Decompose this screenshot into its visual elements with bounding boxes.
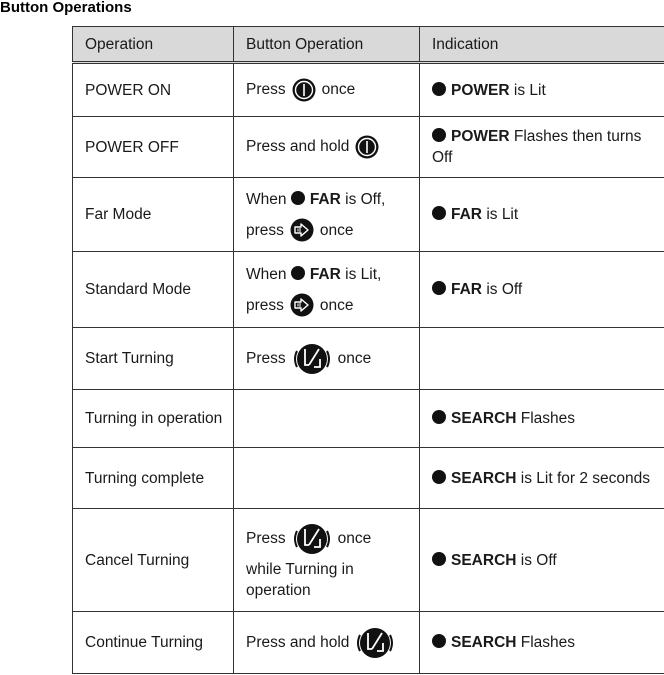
button-operation-cell	[234, 390, 420, 448]
table-row	[73, 328, 664, 390]
indicator-lamp-icon	[432, 281, 446, 295]
instruction-text: Press	[246, 530, 286, 548]
operation-cell: Turning in operation	[73, 390, 234, 448]
indicator-state: is Off	[486, 281, 523, 298]
indication-cell	[420, 448, 664, 509]
indication-cell	[420, 252, 664, 328]
table-row	[73, 612, 664, 674]
button-operation-cell	[234, 117, 420, 178]
button-operation-cell	[234, 328, 420, 390]
table-row	[73, 509, 664, 612]
indicator-state: is Lit	[513, 81, 546, 99]
power-button-icon	[292, 78, 316, 102]
indicator-lamp-icon	[432, 470, 446, 484]
instruction-text: is Off,	[345, 190, 386, 208]
turn-button-icon	[355, 623, 395, 663]
button-operation-cell	[234, 612, 420, 674]
operation-cell: Start Turning	[73, 328, 234, 390]
operation-cell: Turning complete	[73, 448, 234, 509]
button-operation-cell	[234, 63, 420, 117]
indicator-state: Flashes then turns Off	[432, 128, 642, 166]
indication-cell	[420, 328, 664, 390]
indicator-lamp-icon	[291, 266, 305, 280]
indicator-lamp-icon	[432, 552, 446, 566]
indicator-lamp-icon	[432, 206, 446, 220]
indicator-state: is Off	[520, 551, 557, 569]
page-title: Button Operations	[0, 0, 132, 16]
header-operation: Operation	[73, 27, 234, 63]
indicator-state: Flashes	[520, 634, 576, 651]
table-row	[73, 252, 664, 328]
instruction-text: When	[246, 190, 287, 208]
indicator-label: FAR	[451, 281, 482, 298]
indication-cell	[420, 390, 664, 448]
indicator-state: Flashes	[520, 410, 576, 427]
indication-cell	[420, 509, 664, 612]
indicator-label: FAR	[309, 190, 341, 208]
indicator-lamp-icon	[291, 191, 305, 205]
instruction-text: Press	[246, 81, 286, 99]
indicator-state: is Lit	[486, 206, 519, 223]
turn-button-icon	[292, 519, 332, 559]
instruction-text: press	[246, 221, 284, 239]
indicator-lamp-icon	[432, 82, 446, 96]
operation-cell: POWER ON	[73, 63, 234, 117]
instruction-note: while Turning in operation	[246, 561, 354, 599]
instruction-text: When	[246, 265, 287, 283]
instruction-text: Press and hold	[246, 138, 350, 156]
operation-cell: POWER OFF	[73, 117, 234, 178]
button-operation-cell	[234, 448, 420, 509]
instruction-text: once	[337, 530, 372, 548]
indication-cell	[420, 612, 664, 674]
indicator-label: SEARCH	[451, 551, 517, 569]
table-row	[73, 390, 664, 448]
operation-cell: Standard Mode	[73, 252, 234, 328]
instruction-text: press	[246, 296, 284, 314]
table-row	[73, 178, 664, 252]
far-button-icon	[290, 218, 314, 242]
instruction-text: once	[319, 221, 354, 239]
far-button-icon	[290, 293, 314, 317]
indicator-lamp-icon	[432, 410, 446, 424]
button-operation-cell	[234, 509, 420, 612]
table-header-row	[73, 27, 664, 63]
indicator-label: POWER	[451, 128, 510, 145]
indication-cell	[420, 117, 664, 178]
instruction-text: once	[321, 81, 356, 99]
power-button-icon	[355, 135, 379, 159]
indication-cell	[420, 63, 664, 117]
table-row	[73, 448, 664, 509]
indicator-label: SEARCH	[451, 469, 517, 487]
instruction-text: once	[319, 296, 354, 314]
table-row	[73, 117, 664, 178]
indicator-label: POWER	[451, 81, 510, 99]
operation-cell: Far Mode	[73, 178, 234, 252]
instruction-text: Press and hold	[246, 633, 350, 651]
instruction-text: once	[337, 349, 372, 367]
table-row	[73, 63, 664, 117]
operation-cell: Continue Turning	[73, 612, 234, 674]
indicator-lamp-icon	[432, 634, 446, 648]
instruction-text: is Lit,	[345, 265, 382, 283]
operation-cell: Cancel Turning	[73, 509, 234, 612]
indicator-label: SEARCH	[451, 410, 517, 427]
header-indication: Indication	[420, 27, 664, 63]
indicator-label: FAR	[451, 206, 482, 223]
indicator-label: FAR	[309, 265, 341, 283]
button-operations-table	[72, 26, 664, 674]
indicator-label: SEARCH	[451, 634, 517, 651]
turn-button-icon	[292, 339, 332, 379]
button-operation-cell	[234, 178, 420, 252]
indication-cell	[420, 178, 664, 252]
button-operation-cell	[234, 252, 420, 328]
indicator-lamp-icon	[432, 128, 446, 142]
header-button-operation: Button Operation	[234, 27, 420, 63]
instruction-text: Press	[246, 349, 286, 367]
indicator-state: is Lit for 2 seconds	[520, 469, 650, 487]
